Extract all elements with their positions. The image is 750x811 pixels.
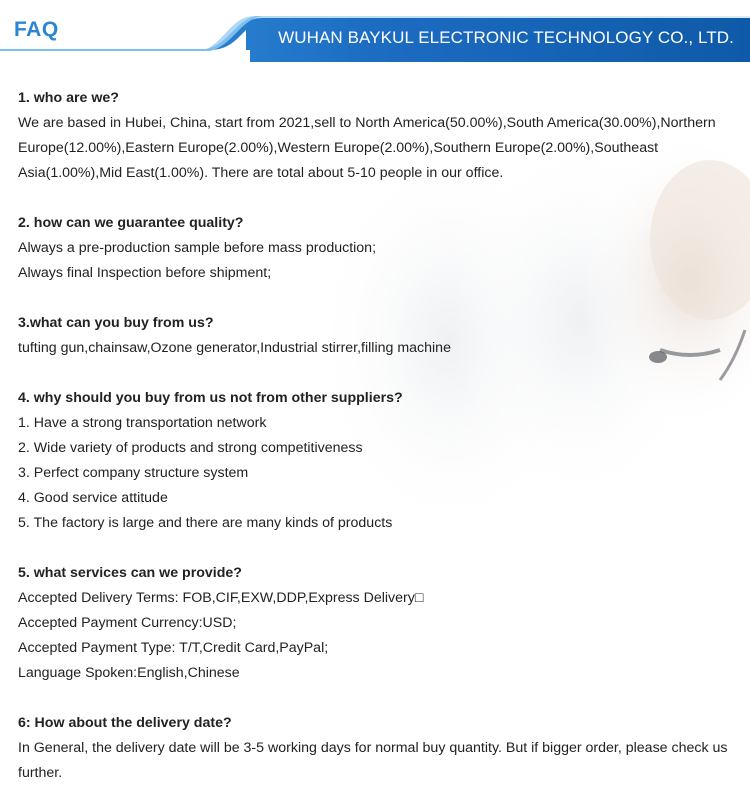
faq-answer-line: tufting gun,chainsaw,Ozone generator,Industrial stirrer,filling machine xyxy=(18,340,451,356)
faq-section xyxy=(18,311,734,361)
faq-section xyxy=(18,561,734,686)
faq-question: 4. why should you buy from us not from other suppliers? xyxy=(18,390,403,406)
faq-answer-line: 3. Perfect company structure system xyxy=(18,465,249,481)
faq-answer-line: Always a pre-production sample before mass production; xyxy=(18,240,377,256)
faq-question: 5. what services can we provide? xyxy=(18,565,242,581)
faq-answer-line: 4. Good service attitude xyxy=(18,490,168,506)
header-banner xyxy=(0,0,750,62)
faq-question: 1. who are we? xyxy=(18,90,119,106)
faq-title: FAQ xyxy=(14,18,59,41)
company-name: WUHAN BAYKUL ELECTRONIC TECHNOLOGY CO., LTD. xyxy=(278,28,734,47)
faq-answer: In General, the delivery date will be 3-5 working days for normal buy quantity. But if bigger order, please check us further. xyxy=(18,740,728,781)
faq-content xyxy=(18,86,734,811)
faq-answer-line: Accepted Delivery Terms: FOB,CIF,EXW,DDP,Express Delivery□ xyxy=(18,590,424,606)
faq-answer-line: Accepted Payment Currency:USD; xyxy=(18,615,237,631)
faq-section xyxy=(18,86,734,186)
faq-answer-line: 2. Wide variety of products and strong competitiveness xyxy=(18,440,363,456)
faq-question: 2. how can we guarantee quality? xyxy=(18,215,244,231)
faq-section xyxy=(18,386,734,536)
faq-answer-line: Accepted Payment Type: T/T,Credit Card,PayPal; xyxy=(18,640,329,656)
faq-section xyxy=(18,711,734,786)
faq-answer-line: Language Spoken:English,Chinese xyxy=(18,665,240,681)
faq-answer: We are based in Hubei, China, start from 2021,sell to North America(50.00%),South America(30.00%),Northern Europe(12.00%),Eastern Europe(2.00%),Western Europe(2.00%),Southern Europe(2.00%),Southeast Asia(1.00%),Mid East(1.00%). There are total about 5-10 people in our office. xyxy=(18,115,716,181)
faq-question: 3.what can you buy from us? xyxy=(18,315,214,331)
faq-answer-line: 5. The factory is large and there are many kinds of products xyxy=(18,515,393,531)
faq-answer-line: Always final Inspection before shipment; xyxy=(18,265,272,281)
faq-answer-line: 1. Have a strong transportation network xyxy=(18,415,267,431)
faq-section xyxy=(18,211,734,286)
faq-question: 6: How about the delivery date? xyxy=(18,715,232,731)
